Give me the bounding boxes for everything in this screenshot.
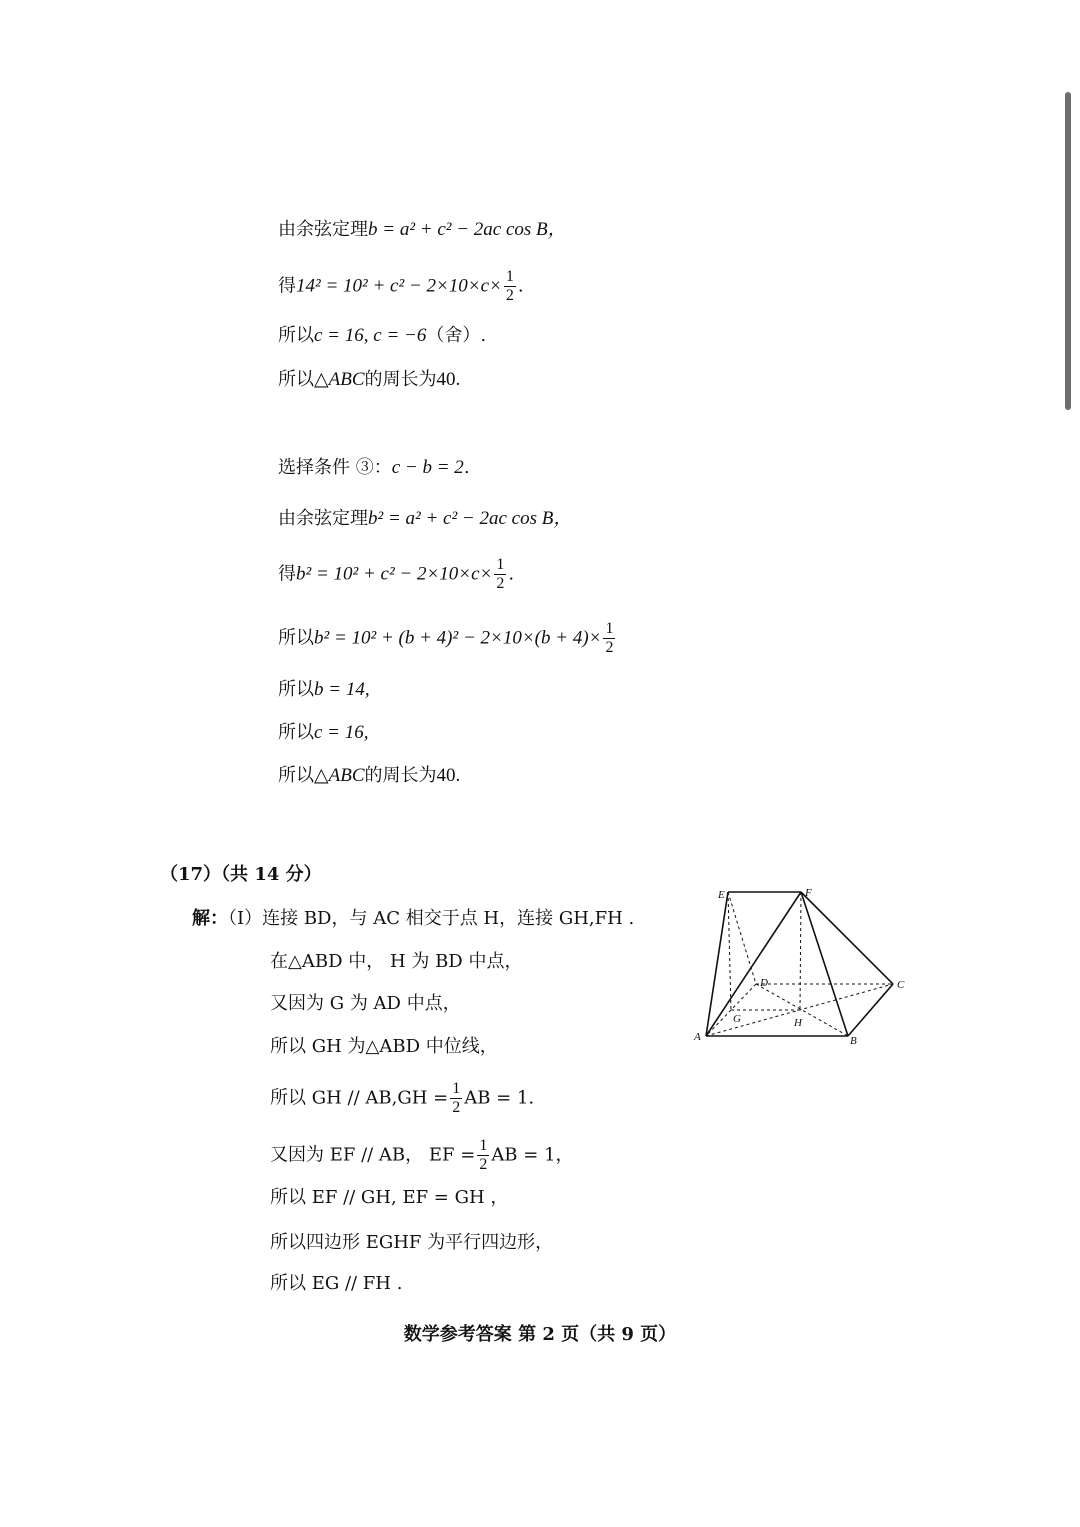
cosine-law-line-1 bbox=[278, 218, 567, 242]
fraction bbox=[504, 268, 516, 305]
denominator: 2 bbox=[505, 287, 514, 304]
result-c-line bbox=[278, 324, 486, 348]
math: c = 16, c = −6 bbox=[314, 325, 427, 346]
numerator: 1 bbox=[505, 268, 514, 285]
text: 选择条件 ③： bbox=[278, 457, 392, 478]
label-G: G bbox=[733, 1013, 741, 1025]
math: 14² = 10² + c² − 2×10×c× bbox=[296, 275, 502, 297]
denominator: 2 bbox=[452, 1099, 461, 1116]
edge-FB bbox=[801, 892, 848, 1036]
numerator: 1 bbox=[479, 1137, 488, 1154]
text: AB = 1， bbox=[491, 1144, 574, 1166]
equation-line-2 bbox=[278, 268, 524, 305]
problem-17-header: （17）（共 14 分） bbox=[160, 864, 322, 885]
edge-FC bbox=[801, 892, 893, 984]
page-footer: 数学参考答案 第 2 页（共 9 页） bbox=[403, 1324, 677, 1345]
solution-line-7: 所以 EF // GH, EF = GH ， bbox=[270, 1187, 509, 1208]
equation-line-3b bbox=[278, 556, 514, 593]
fraction bbox=[603, 620, 615, 657]
text: 由余弦定理 bbox=[278, 219, 368, 240]
label-A: A bbox=[694, 1031, 701, 1043]
result-b-line bbox=[278, 678, 370, 702]
solution-label: 解： bbox=[192, 908, 228, 929]
math: b = 14, bbox=[314, 679, 370, 700]
label-C: C bbox=[897, 979, 905, 991]
result-c-line-3 bbox=[278, 721, 369, 745]
label-B: B bbox=[850, 1035, 857, 1047]
label-D: D bbox=[760, 977, 768, 989]
text: 的周长为 bbox=[364, 369, 437, 390]
edge-ED bbox=[728, 892, 756, 984]
scrollbar-thumb[interactable] bbox=[1065, 92, 1071, 410]
solution-line-6 bbox=[270, 1137, 574, 1174]
value: 40. bbox=[436, 369, 461, 390]
text: （Ⅰ）连接 BD，与 AC 相交于点 H，连接 GH,FH . bbox=[228, 908, 635, 929]
text: . bbox=[508, 563, 515, 585]
edge-EA bbox=[706, 892, 728, 1036]
solution-line-9: 所以 EG // FH . bbox=[270, 1273, 403, 1294]
edge-FA bbox=[706, 892, 801, 1036]
fraction bbox=[450, 1080, 462, 1117]
geometry-figure bbox=[688, 880, 918, 1050]
solution-step-1 bbox=[192, 907, 634, 931]
text: 又因为 EF // AB， EF = bbox=[270, 1144, 476, 1166]
math: b bbox=[368, 219, 378, 240]
text: . bbox=[463, 457, 470, 478]
solution-line-4: 所以 GH 为△ABD 中位线， bbox=[270, 1036, 498, 1057]
cosine-law-line-3 bbox=[278, 507, 572, 531]
numerator: 1 bbox=[605, 620, 614, 637]
seg-EG bbox=[728, 892, 731, 1010]
solution-line-2: 在△ABD 中， H 为 BD 中点， bbox=[270, 951, 523, 972]
text: 所以 bbox=[278, 627, 314, 649]
fraction bbox=[494, 556, 506, 593]
label-F: F bbox=[805, 887, 812, 899]
text: AB = 1. bbox=[464, 1087, 535, 1109]
text: 所以 bbox=[278, 369, 314, 390]
text: 得 bbox=[278, 563, 296, 585]
label-H: H bbox=[794, 1017, 802, 1029]
equation-line-3c bbox=[278, 620, 617, 657]
math: c = 16, bbox=[314, 722, 369, 743]
text: 得 bbox=[278, 275, 296, 297]
numerator: 1 bbox=[452, 1080, 461, 1097]
text: 所以 bbox=[278, 765, 314, 786]
text: 所以 GH // AB,GH = bbox=[270, 1087, 449, 1109]
text: 所以 bbox=[278, 679, 314, 700]
math: b² = 10² + c² − 2×10×c× bbox=[296, 563, 493, 585]
choose-condition-3 bbox=[278, 456, 470, 480]
text: 所以 bbox=[278, 722, 314, 743]
text: 所以 bbox=[278, 325, 314, 346]
label-E: E bbox=[718, 889, 725, 901]
solution-line-3: 又因为 G 为 AD 中点， bbox=[270, 993, 461, 1014]
text: . bbox=[517, 275, 524, 297]
math: c − b = 2 bbox=[391, 457, 464, 478]
math: = a² + c² − 2ac cos B， bbox=[377, 219, 567, 240]
solution-line-5 bbox=[270, 1080, 534, 1117]
fraction bbox=[477, 1137, 489, 1174]
perimeter-line bbox=[278, 368, 460, 392]
math: △ABC bbox=[314, 765, 365, 786]
perimeter-line-3 bbox=[278, 764, 460, 788]
math: b² = 10² + (b + 4)² − 2×10×(b + 4)× bbox=[314, 627, 602, 649]
math: △ABC bbox=[314, 369, 365, 390]
math: b² = a² + c² − 2ac cos B， bbox=[368, 508, 573, 529]
numerator: 1 bbox=[496, 556, 505, 573]
value: 40. bbox=[436, 765, 461, 786]
seg-FH bbox=[800, 892, 801, 1010]
denominator: 2 bbox=[496, 575, 505, 592]
text: （舍）. bbox=[426, 325, 487, 346]
text: 由余弦定理 bbox=[278, 508, 368, 529]
text: 的周长为 bbox=[364, 765, 437, 786]
edge-BC bbox=[848, 984, 893, 1036]
denominator: 2 bbox=[479, 1156, 488, 1173]
denominator: 2 bbox=[605, 639, 614, 656]
solution-line-8: 所以四边形 EGHF 为平行四边形， bbox=[270, 1232, 554, 1253]
